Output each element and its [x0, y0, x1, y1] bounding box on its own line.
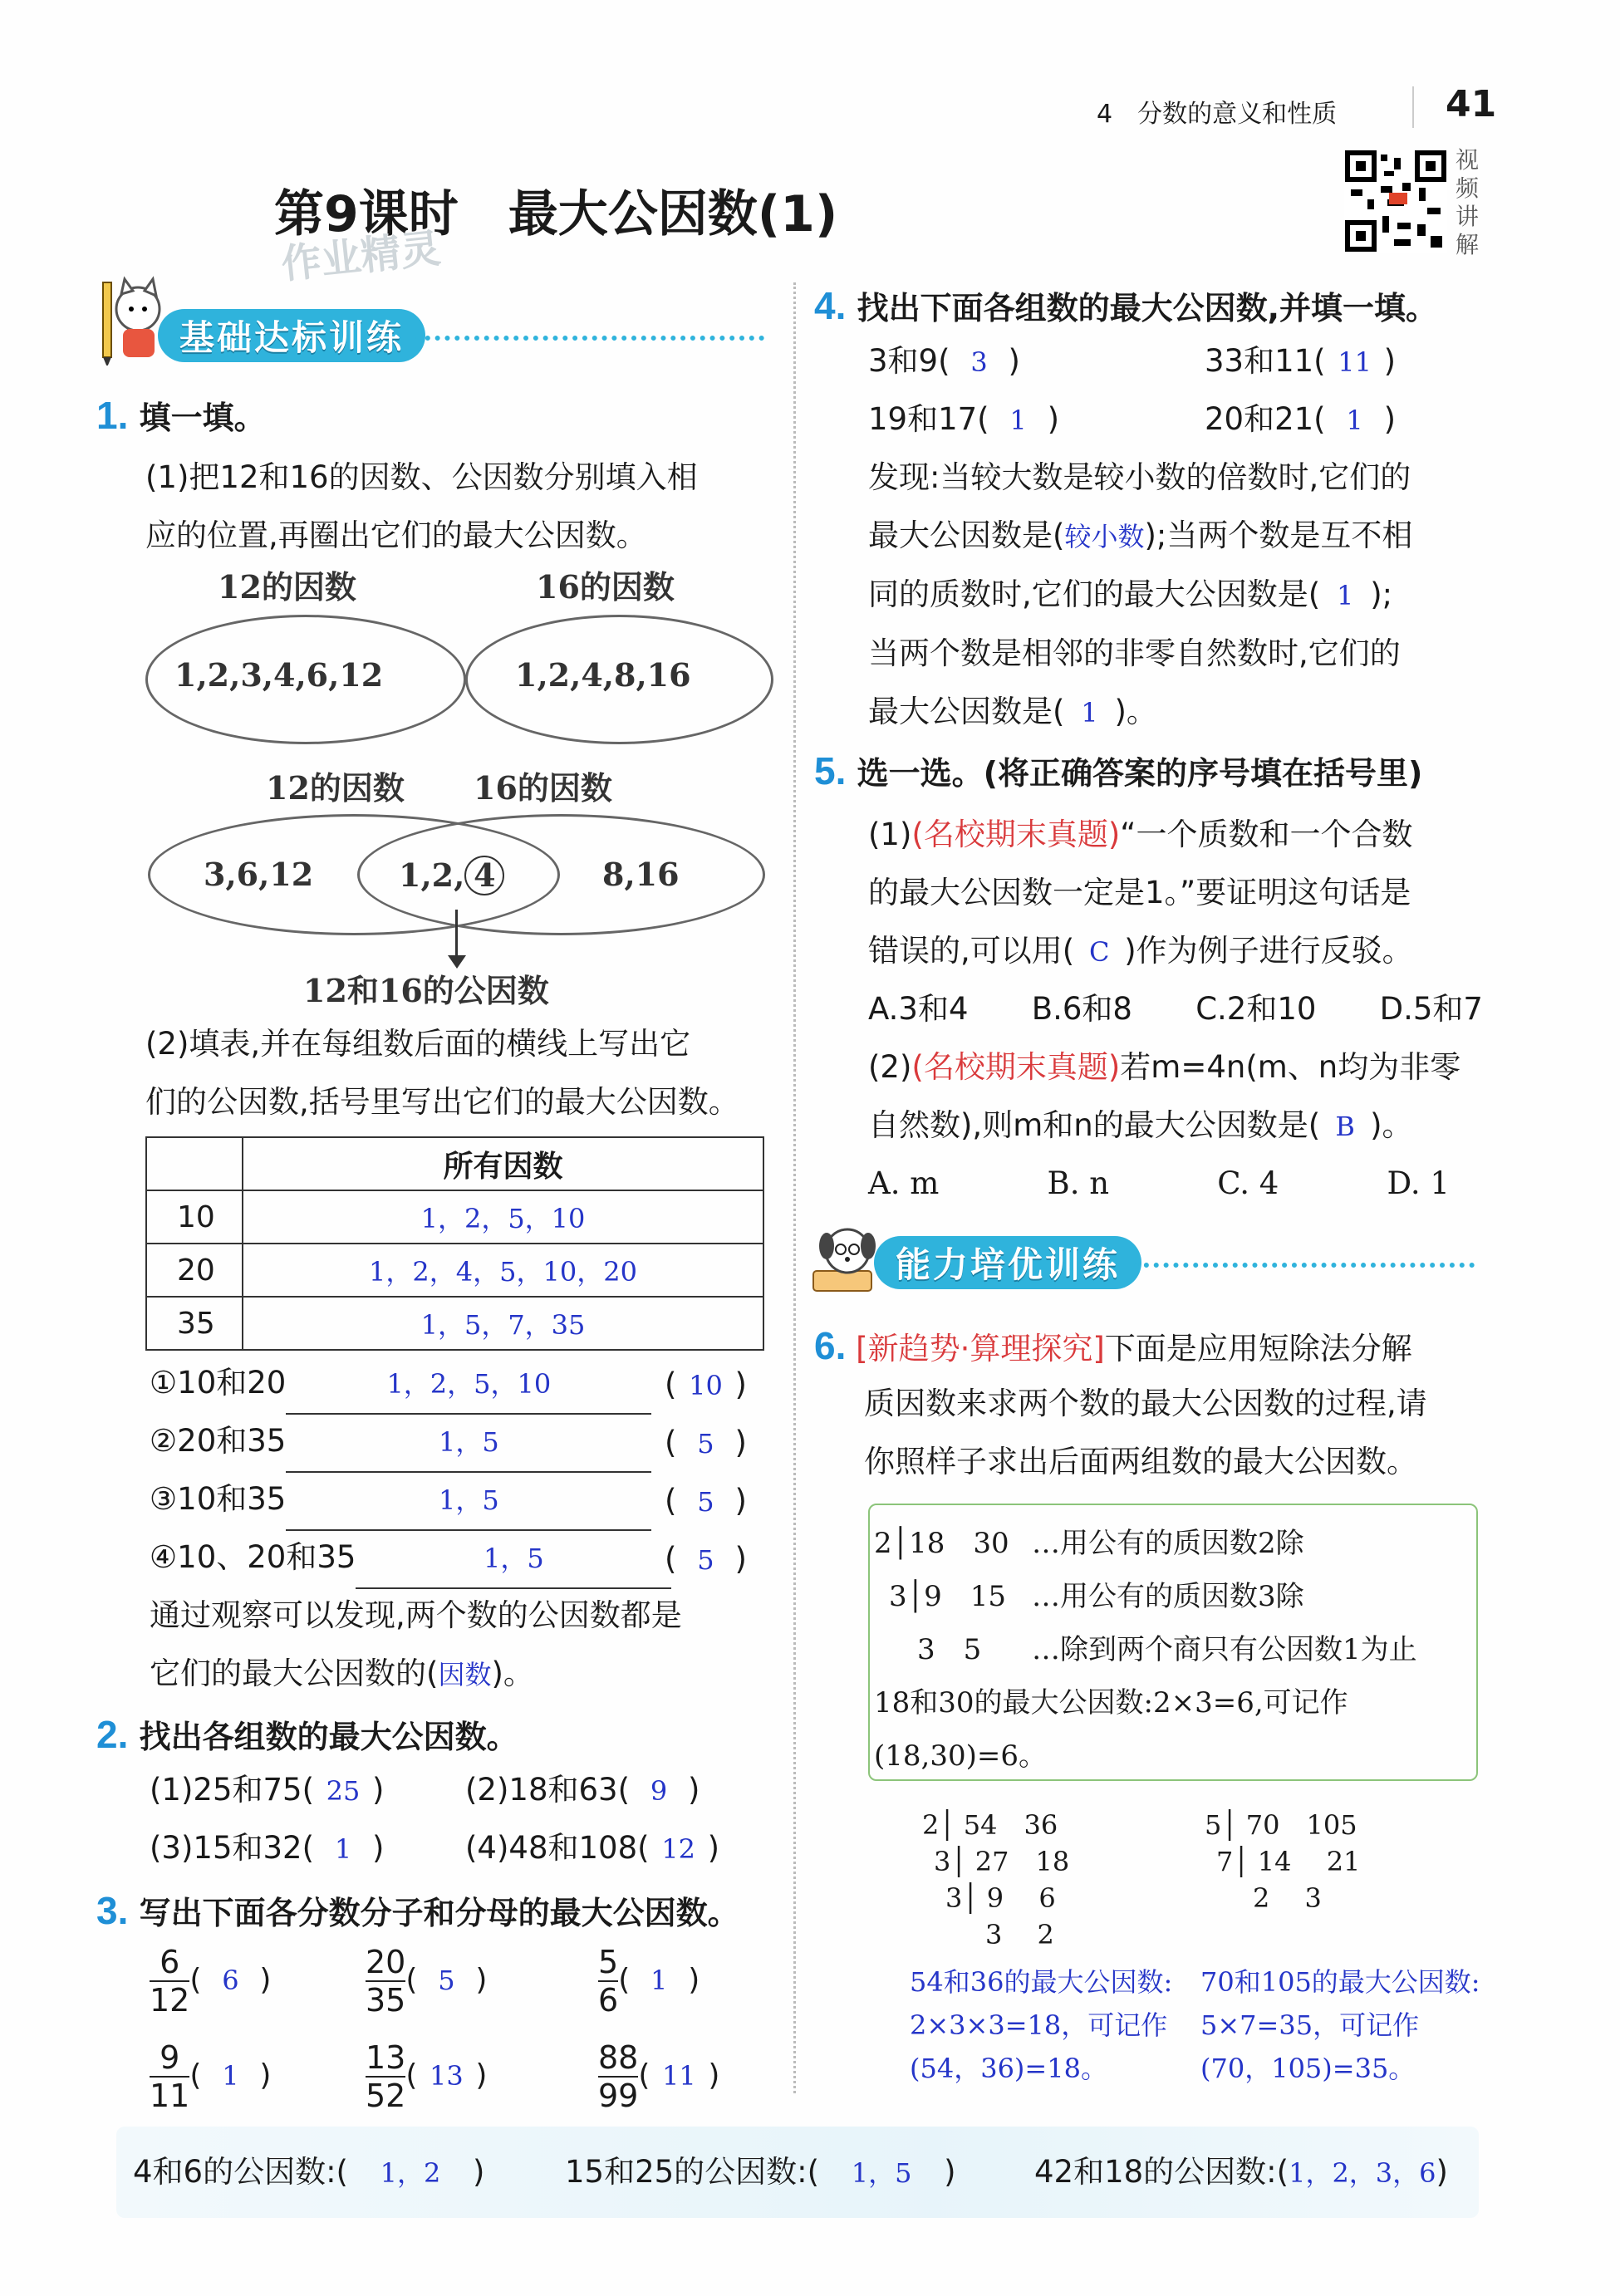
short-division-1: 2│ 54 36 3│ 27 18 3│ 9 6 3 2	[922, 1809, 1070, 1950]
fraction-item: $\frac{88}{99}$ ( 11 )	[598, 2039, 720, 2114]
option: B. n	[1047, 1165, 1110, 1201]
option: A. m	[868, 1165, 940, 1201]
option: A.3和4	[868, 991, 969, 1027]
cat-mascot-icon	[98, 274, 164, 365]
q1-part2-text: (2)填表,并在每组数后面的横线上写出它 们的公因数,括号里写出它们的最大公因数。	[145, 1026, 739, 1120]
question-4-heading: 4. 找出下面各组数的最大公因数,并填一填。	[814, 284, 1438, 327]
option: D.5和7	[1379, 991, 1483, 1027]
footer-item-1: 4和6的公因数:( 1，2 )	[133, 2154, 485, 2190]
header-divider	[1412, 86, 1414, 128]
option: C. 4	[1217, 1165, 1279, 1201]
watermark: 作业精灵	[279, 225, 443, 288]
page-title: 第9课时 最大公因数(1)	[274, 185, 838, 243]
option: D. 1	[1387, 1165, 1450, 1201]
option: C.2和10	[1195, 991, 1317, 1027]
q5-part1: (1)(名校期末真题)“一个质数和一个合数 的最大公因数一定是1。”要证明这句话是 错误的,可以用( C )作为例子进行反驳。	[868, 817, 1413, 969]
option: B.6和8	[1031, 991, 1132, 1027]
qr-label: 视频讲解	[1456, 146, 1480, 258]
pair-1-gcd: ( 10 )	[665, 1366, 747, 1402]
question-2-heading: 2. 找出各组数的最大公因数。	[96, 1713, 518, 1756]
venn2-label-a: 12的因数	[266, 769, 405, 807]
pair-3-gcd: ( 5 )	[665, 1483, 747, 1518]
q2-item-2: (2)18和63( 9 )	[465, 1772, 700, 1808]
answer-work-2: 70和105的最大公因数: 5×7=35，可记作 (70，105)=35。	[1200, 1966, 1480, 2084]
q5-part2: (2)(名校期末真题)若m=4n(m、n均为非零 自然数),则m和n的最大公因数是( B )。	[868, 1049, 1461, 1143]
q5-part2-options	[868, 1155, 1450, 1213]
qr-code-icon[interactable]	[1344, 150, 1447, 253]
column-divider	[793, 282, 796, 2093]
pair-4: ④10、20和35 1，5	[150, 1528, 671, 1589]
venn2-label-b: 16的因数	[474, 769, 612, 807]
pair-4-gcd: ( 5 )	[665, 1541, 747, 1577]
section-banner-advanced: 能力培优训练	[874, 1236, 1141, 1289]
venn2-left: 3,6,12	[204, 856, 314, 893]
page-number: 41	[1446, 83, 1497, 125]
banner-dots	[415, 336, 764, 341]
table-row: 35 1，5，7，35	[146, 1297, 763, 1350]
venn2-right: 8,16	[602, 856, 680, 893]
banner-dots	[1134, 1263, 1475, 1268]
q2-item-3: (3)15和32( 1 )	[150, 1830, 385, 1866]
q4-item-2: 33和11( 11 )	[1205, 343, 1397, 379]
table-header: 所有因数	[243, 1137, 763, 1190]
q4-item-4: 20和21( 1 )	[1205, 401, 1397, 437]
chapter-label: 4 分数的意义和性质	[1097, 100, 1338, 129]
table-row: 20 1，2，4，5，10，20	[146, 1244, 763, 1297]
fraction-item: $\frac{9}{11}$ ( 1 )	[150, 2039, 272, 2114]
pair-2-gcd: ( 5 )	[665, 1425, 747, 1460]
question-3-heading: 3. 写出下面各分数分子和分母的最大公因数。	[96, 1889, 739, 1932]
question-6-heading: 6. [新趋势·算理探究]下面是应用短除法分解	[814, 1324, 1412, 1367]
question-5-heading: 5. 选一选。(将正确答案的序号填在括号里)	[814, 749, 1423, 792]
venn1-label-a: 12的因数	[218, 568, 356, 606]
q4-finding: 发现:当较大数是较小数的倍数时,它们的 最大公因数是(较小数);当两个数是互不相 同的质数时,它们的最大公因数是( 1 ); 当两个数是相邻的非零自然数时,它们的 最大公因数是( 1 )。	[868, 459, 1413, 729]
table-row: 10 1，2，5，10	[146, 1190, 763, 1244]
pair-3: ③10和35 1，5	[150, 1470, 651, 1531]
fraction-item: $\frac{13}{52}$ ( 13 )	[366, 2039, 488, 2114]
q5-part1-options	[868, 980, 1483, 1038]
venn2-caption: 12和16的公因数	[303, 972, 549, 1009]
footer-item-2: 15和25的公因数:( 1，5 )	[565, 2154, 956, 2190]
circled-gcd: 4	[464, 856, 504, 895]
short-division-2: 5│ 70 105 7│ 14 21 2 3	[1205, 1809, 1361, 1914]
section-banner-basic: 基础达标训练	[158, 309, 425, 362]
q1-conclusion: 通过观察可以发现,两个数的公因数都是 它们的最大公因数的(因数)。	[150, 1597, 682, 1691]
q1-part1-text: (1)把12和16的因数、公因数分别填入相 应的位置,再圈出它们的最大公因数。	[145, 459, 698, 553]
q6-text: 质因数来求两个数的最大公因数的过程,请 你照样子求出后面两组数的最大公因数。	[864, 1386, 1427, 1479]
fraction-item: $\frac{5}{6}$ ( 1 )	[598, 1944, 700, 2019]
question-1-heading: 1. 填一填。	[96, 394, 266, 437]
q2-item-1: (1)25和75( 25 )	[150, 1772, 385, 1808]
pair-2: ②20和35 1，5	[150, 1412, 651, 1473]
fraction-item: $\frac{6}{12}$ ( 6 )	[150, 1944, 272, 2019]
example-content: 2│18 30 …用公有的质因数2除 3│9 15 …用公有的质因数3除 3 5 …除到两个商只有公因数1为止 18和30的最大公因数:2×3=6,可记作 (18,30)=6。	[874, 1527, 1417, 1773]
venn2-mid: 1,2, 4	[399, 856, 504, 895]
venn1-set-a: 1,2,3,4,6,12	[174, 656, 384, 694]
answer-work-1: 54和36的最大公因数: 2×3×3=18，可记作 (54，36)=18。	[910, 1966, 1173, 2084]
footer-item-3: 42和18的公因数:(1，2，3，6)	[1034, 2154, 1448, 2190]
q4-item-1: 3和9( 3 )	[868, 343, 1020, 379]
q4-item-3: 19和17( 1 )	[868, 401, 1060, 437]
fraction-item: $\frac{20}{35}$ ( 5 )	[366, 1944, 488, 2019]
factor-table	[145, 1136, 764, 1351]
q2-item-4: (4)48和108( 12 )	[465, 1830, 719, 1866]
venn1-set-b: 1,2,4,8,16	[515, 656, 691, 694]
venn1-label-b: 16的因数	[536, 568, 675, 606]
venn-arrow-line	[455, 910, 458, 959]
pair-1: ①10和20 1，2，5，10	[150, 1354, 651, 1415]
